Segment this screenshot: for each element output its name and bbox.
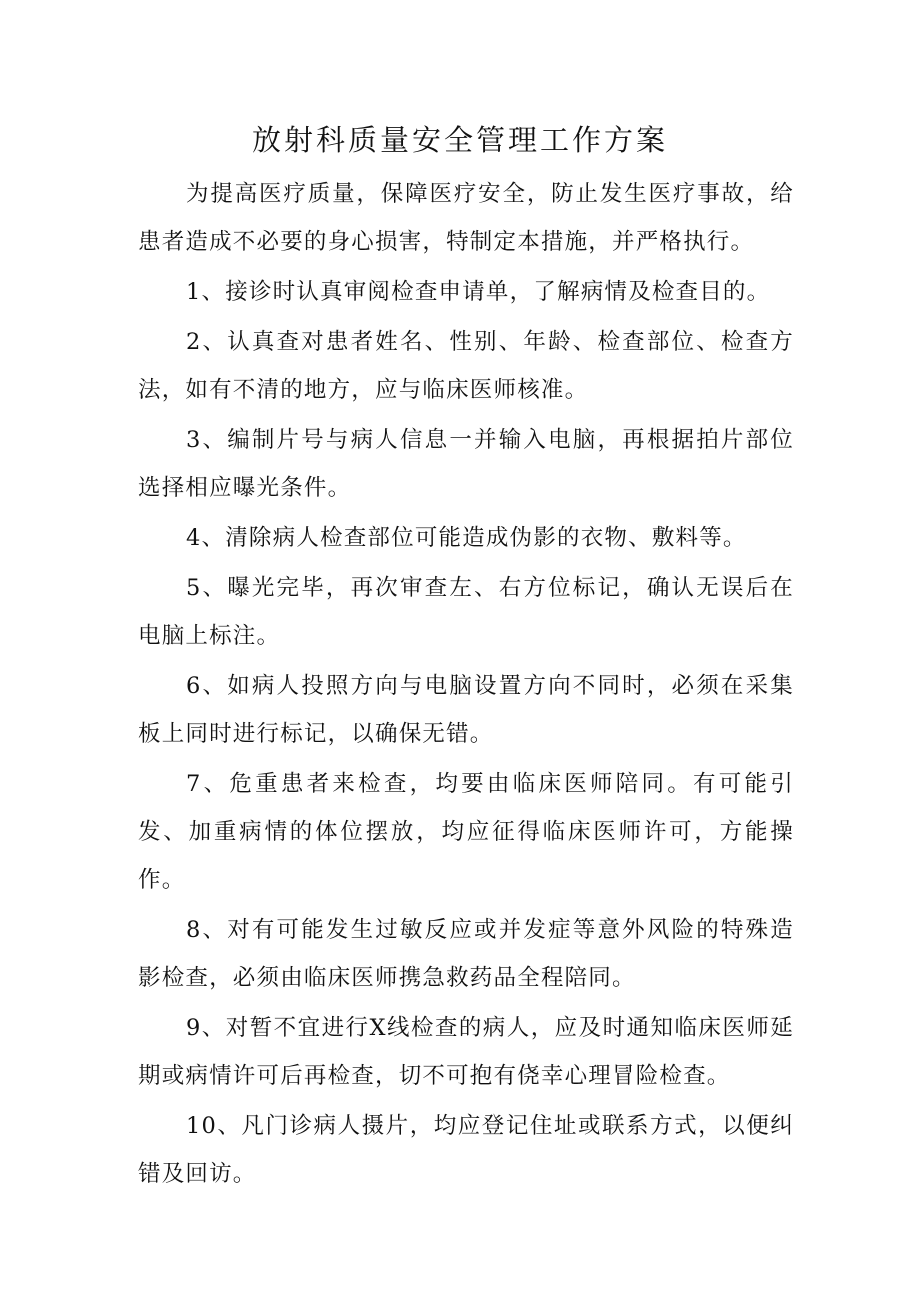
paragraph-item-6: 6、如病人投照方向与电脑设置方向不同时，必须在采集板上同时进行标记，以确保无错。 <box>138 673 794 747</box>
document-title: 放射科质量安全管理工作方案 <box>251 123 668 157</box>
paragraph-item-3: 3、编制片号与病人信息一并输入电脑，再根据拍片部位选择相应曝光条件。 <box>138 427 794 501</box>
paragraph-item-8: 8、对有可能发生过敏反应或并发症等意外风险的特殊造影检查，必须由临床医师携急救药品全程陪同。 <box>138 917 794 991</box>
paragraph-item-9: 9、对暂不宜进行X线检查的病人，应及时通知临床医师延期或病情许可后再检查，切不可抱有侥幸心理冒险检查。 <box>138 1015 794 1089</box>
paragraph-item-4: 4、清除病人检查部位可能造成伪影的衣物、敷料等。 <box>186 525 747 551</box>
paragraph-item-1: 1、接诊时认真审阅检查申请单，了解病情及检查目的。 <box>186 279 771 305</box>
paragraph-intro: 为提高医疗质量，保障医疗安全，防止发生医疗事故，给患者造成不必要的身心损害，特制定本措施，并严格执行。 <box>138 181 794 255</box>
paragraph-item-10: 10、凡门诊病人摄片，均应登记住址或联系方式，以便纠错及回访。 <box>138 1113 794 1187</box>
paragraph-item-5: 5、曝光完毕，再次审查左、右方位标记，确认无误后在电脑上标注。 <box>138 575 794 649</box>
document-body <box>138 170 794 1200</box>
paragraph-item-2: 2、认真查对患者姓名、性别、年龄、检查部位、检查方法，如有不清的地方，应与临床医师核准。 <box>138 329 794 403</box>
paragraph-item-7: 7、危重患者来检查，均要由临床医师陪同。有可能引发、加重病情的体位摆放，均应征得临床医师许可，方能操作。 <box>138 771 794 893</box>
